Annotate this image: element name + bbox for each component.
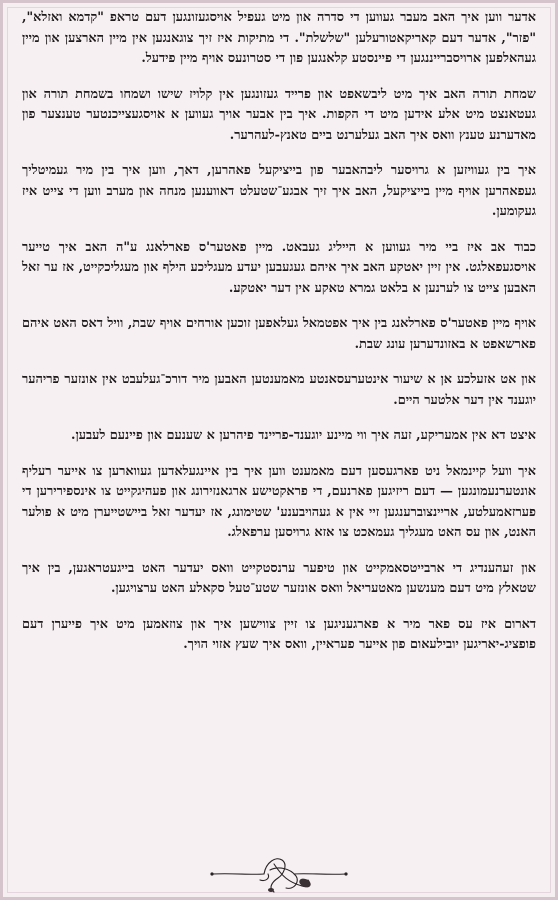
calligraphic-flourish-ornament-icon: [0, 852, 558, 896]
paragraph-8: איך וועל קיינמאל ניט פארגעסען דעם מאמענט ווען איך בין איינגעלאדען געווארען צו אייער רעליף אונטערנעמונגען — דעם ריזיגען פארנעם, די פראקטישע ארגאנזירונג און פעהיגקייט צו אינספירירען די פערזאמעלטע, אריינצוברענגען זיי אין א געהויבענע' שטימונג, אז יעדער זאל ביישטייערן מיט א פולער האנט, און עס האט מעגליך געמאכט צו אזא גרויסען ערפאלג.: [22, 463, 536, 540]
paragraph-10: דארום איז עס פאר מיר א פארגעניגען צו זיין צווישען איך און צוזאמען מיט איך פייערן דעם פופציג-יאריגען יובילעאום פון אייער פעראיין, וואס איך שעץ אזוי הויך.: [22, 616, 536, 652]
paragraph-7: איצט דא אין אמעריקע, זעה איך ווי מיינע יוגענד-פריינד פיהרען א שענעם און פיינעם לעבען.: [71, 428, 536, 443]
paragraph-6: און אט אזעלכע אן א שיעור אינטערעסאנטע מאמענטען האבען מיר דורכ־געלעבט אין אונזער פריהער יוגענד אין דער אלטער היים.: [22, 372, 536, 408]
document-body: [22, 8, 536, 671]
paragraph-3: איך בין געוויזען א גרויסער ליבהאבער פון בייציקעל פאהרען, דאך, ווען איך בין מיר געמיטליך געפאהרען אויף מיין בייציקעל, האב איך זיך אבגע־שטעלט דאווענען מנחה און מערב ווען די צייט איז געקומען.: [22, 163, 536, 219]
paragraph-9: און זעהענדיג די ארבייטסאמקייט און טיפער ערנסטקייט וואס יעדער האט בייגעטראגען, בין איך שטאלץ מיט דעם מענשען מאטעריאל וואס אונזער שטע־טעל סקאלע האט ערצויגען.: [22, 560, 536, 596]
paragraph-2: שמחת תורה האב איך מיט ליבשאפט און פרייד געזונגען אין קלויז שישו ושמחו בשמחת תורה און געטאנצט מיט אלע אידען מיט די הקפות. איך בין אבער אויך געווען א אויסגעצייכנטער טענצער פון מאדערנע טענץ וואס איך האב געלערנט ביים טאנץ-לעהרער.: [22, 86, 536, 143]
paragraph-5: אויף מיין פאטער'ס פארלאנג בין איך אפטמאל געלאפען זוכען אורחים אויף שבת, וויל דאס האט איהם פארשאפט א באזונדערען עונג שבת.: [22, 316, 536, 352]
paragraph-1: אדער ווען איך האב מעבר געווען די סדרה און מיט געפיל אויסגעזונגען דעם טראפ "קדמא ואזלא", "פזר", אדער דעם קאריקאטורעלען "שלשלת". די מתיקות איז זיך צוגאנגען אין מיין הארצען און מיין געהאלפען ארויסברייננגען די פיינסטע קלאנגען פון די סטרונעס אויף מיין פידעל.: [22, 10, 536, 66]
paragraph-4: כבוד אב איז ביי מיר געווען א הייליג געבאט. מיין פאטער'ס פארלאנג ע"ה האב איך טייער אויסגעפאלגט. אין זיין יאטקע האב איך איהם געגעבען יעדע מעגליכע הילף און מעגליכקייט, אז ער זאל האבען צייט צו לערנען א בלאט גמרא טאקע אין דער יאטקע.: [22, 239, 536, 296]
